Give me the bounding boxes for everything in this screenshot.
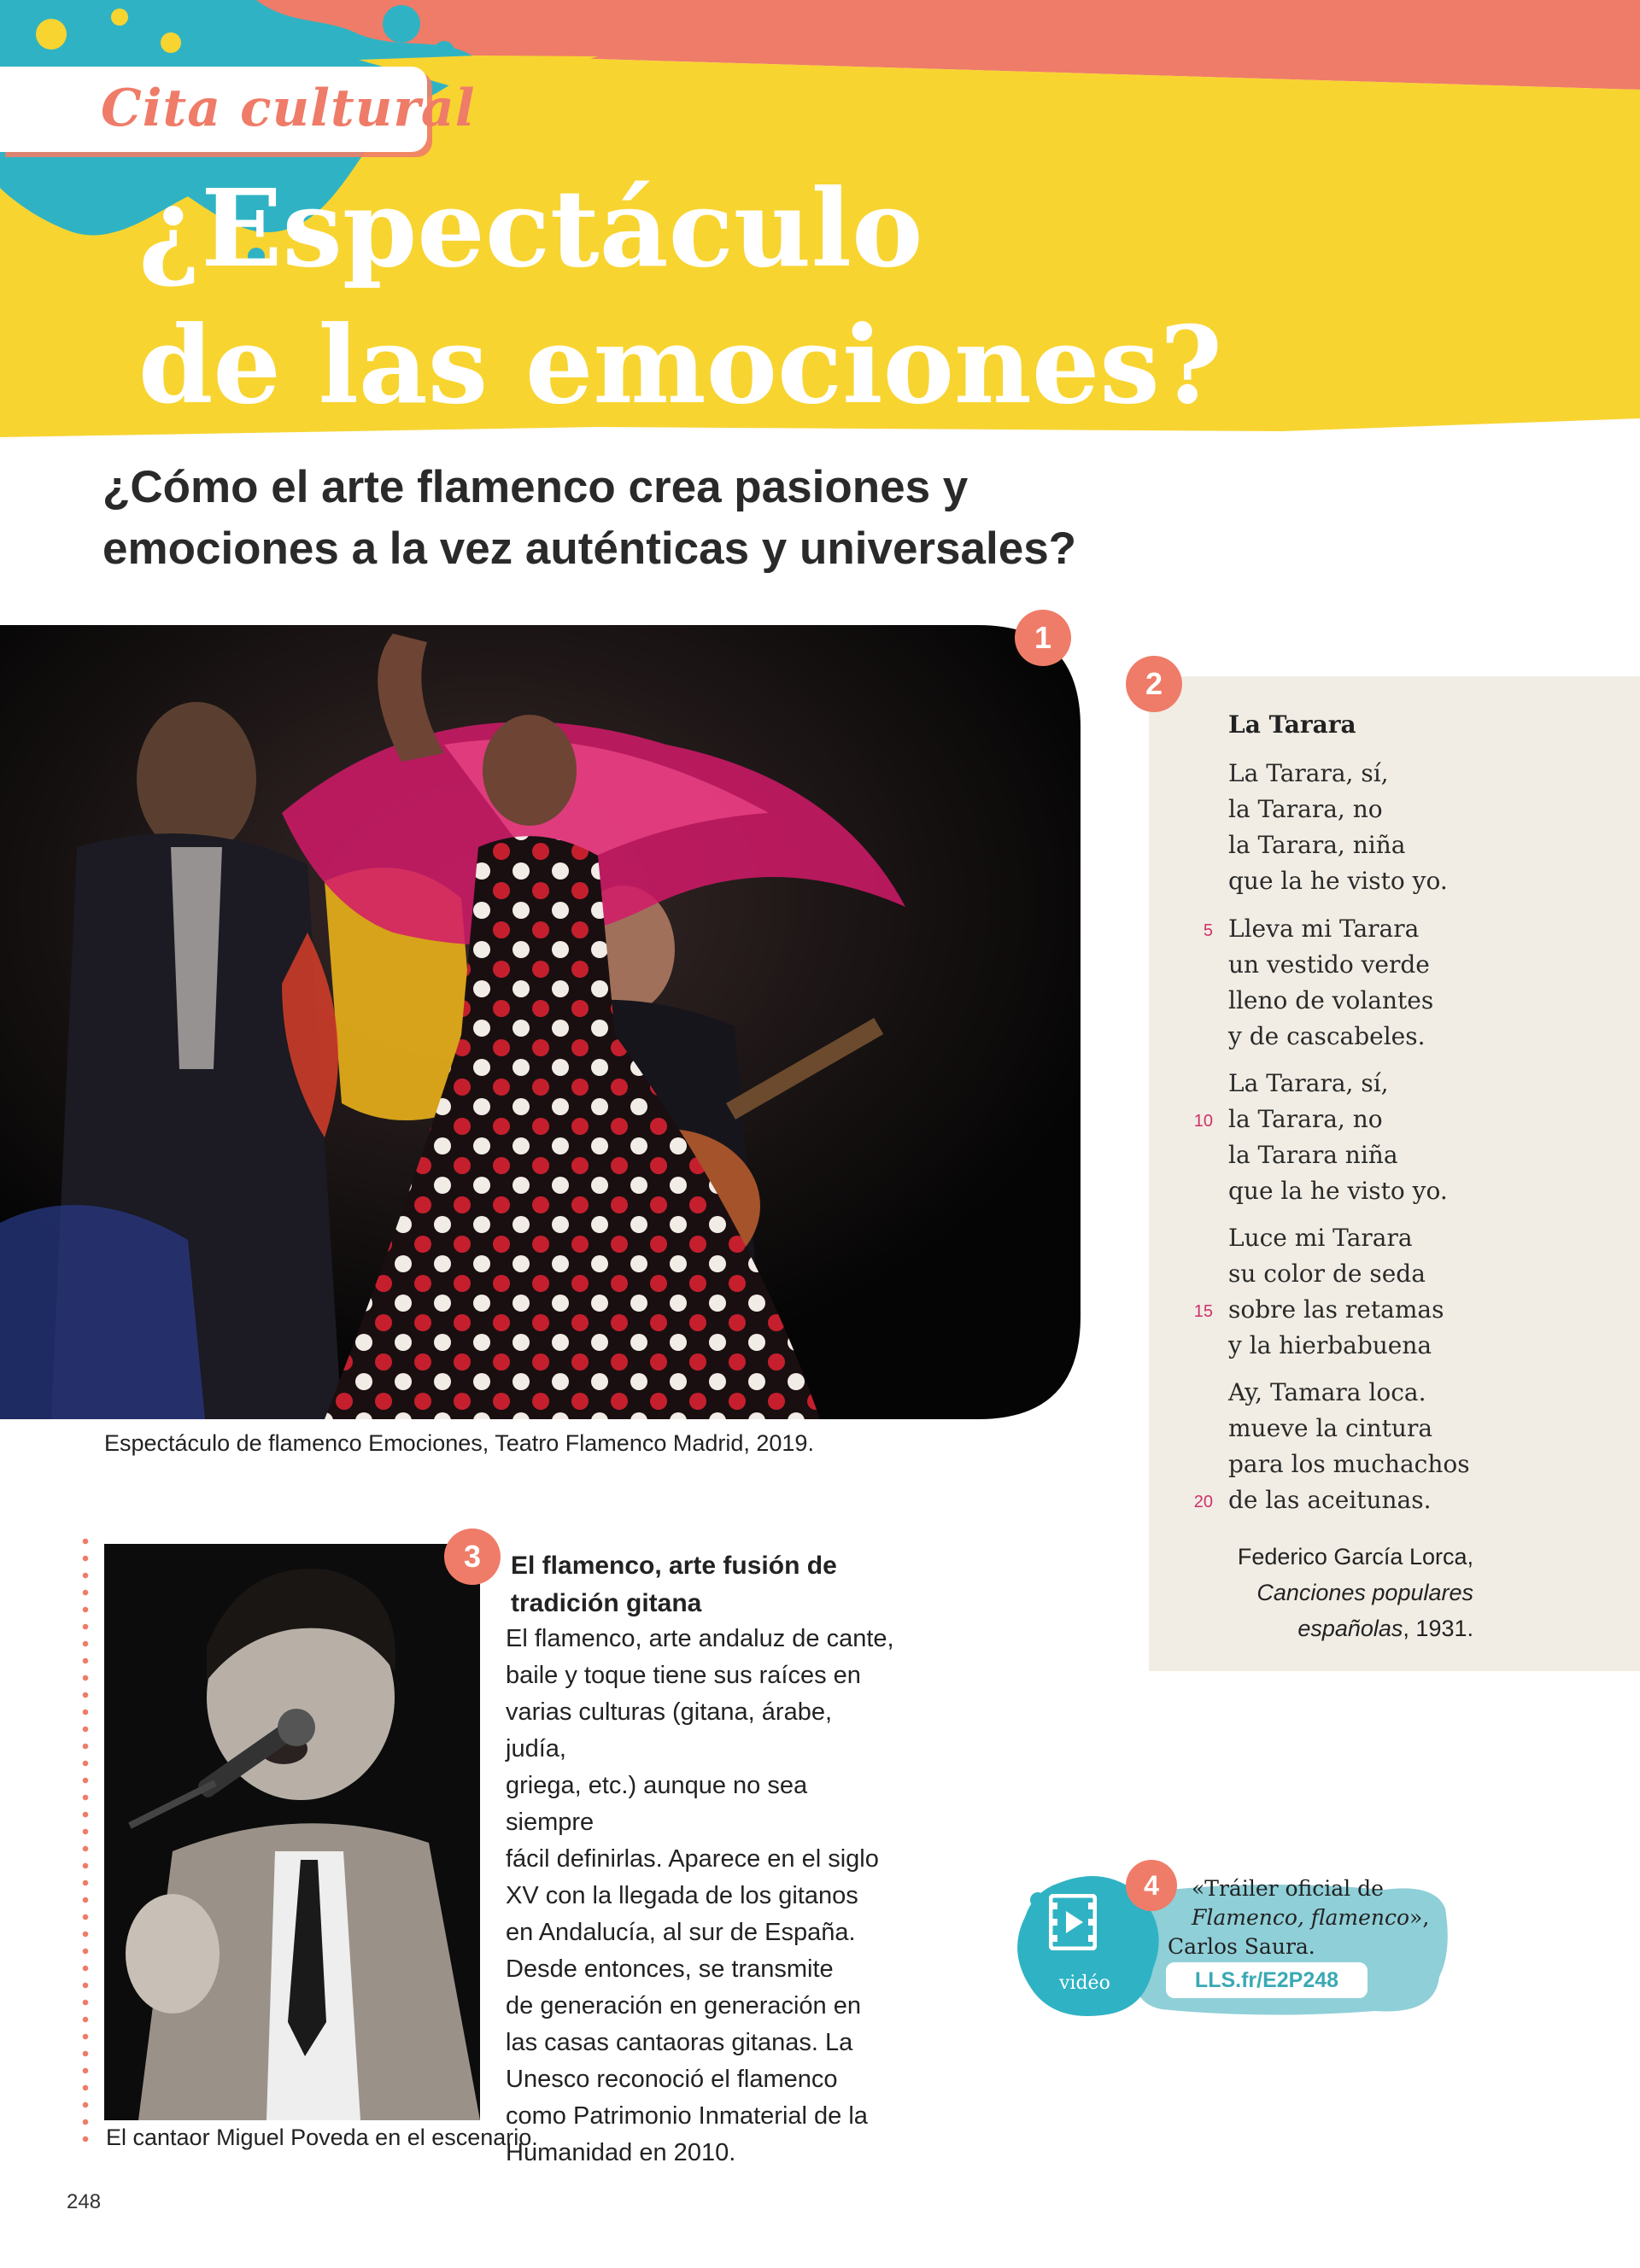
poem-work-end: españolas (1297, 1616, 1403, 1641)
article-title (511, 1547, 837, 1622)
poem-line: un vestido verde (1228, 950, 1430, 979)
poem-line: la Tarara, no (1228, 795, 1383, 823)
article-body (506, 1621, 899, 2172)
question-line-2: emociones a la vez auténticas y universales? (102, 523, 1077, 574)
article-title-line-2: tradición gitana (511, 1589, 702, 1617)
video-link[interactable]: LLS.fr/E2P248 (1166, 1962, 1368, 1998)
line-number: 5 (1203, 921, 1213, 940)
poem-line: La Tarara, sí, (1228, 1069, 1389, 1097)
page-number: 248 (67, 2190, 102, 2213)
poem-line: que la he visto yo. (1228, 867, 1448, 895)
poem-line: su color de seda (1228, 1260, 1426, 1288)
video-film-title: Flamenco, flamenco (1192, 1905, 1410, 1930)
article-line: Humanidad en 2010. (506, 2139, 736, 2166)
video-play-icon[interactable] (1049, 1894, 1097, 1950)
article-line: Desde entonces, se transmite (506, 1955, 834, 1983)
poem-line: sobre las retamas (1228, 1295, 1444, 1324)
poem-line: y la hierbabuena (1228, 1331, 1432, 1359)
poem-stanza (1228, 1066, 1448, 1209)
poem-year: , 1931. (1403, 1616, 1473, 1641)
question-line-1: ¿Cómo el arte flamenco crea pasiones y (102, 462, 969, 512)
video-line-1: «Tráiler oficial de (1192, 1876, 1384, 1901)
line-number: 20 (1193, 1493, 1213, 1511)
poem-line: la Tarara, no (1228, 1105, 1383, 1133)
doc-4-number: 4 (1126, 1860, 1177, 1911)
doc-3-number: 3 (444, 1529, 501, 1585)
article-line: XV con la llegada de los gitanos (506, 1882, 858, 1909)
poem-line: Luce mi Tarara (1228, 1224, 1413, 1252)
flamenco-dancer-photo (0, 625, 1081, 1419)
line-number: 10 (1193, 1112, 1213, 1131)
poem-title: La Tarara (1228, 710, 1356, 739)
title-line-2: de las emociones? (138, 303, 1222, 428)
poem-work: Canciones populares (1256, 1580, 1473, 1605)
poem-stanza (1228, 756, 1448, 899)
dotted-divider (82, 1533, 89, 2148)
page-title (138, 161, 1222, 434)
poem-work-year (1297, 1616, 1473, 1642)
poem-stanza (1228, 911, 1433, 1055)
poem-line: Ay, Tamara loca. (1228, 1378, 1426, 1406)
article-line: en Andalucía, al sur de España. (506, 1919, 856, 1946)
section-label: Cita cultural (101, 79, 476, 138)
article-line: griega, etc.) aunque no sea siempre (506, 1772, 808, 1836)
doc-2-number: 2 (1126, 656, 1182, 712)
poem-line: La Tarara, sí, (1228, 759, 1389, 787)
poem-stanza (1228, 1375, 1470, 1518)
title-line-1: ¿Espectáculo (138, 167, 923, 291)
poem-line: para los muchachos (1228, 1450, 1470, 1478)
video-line-2-end: », (1409, 1905, 1430, 1930)
article-line: fácil definirlas. Aparece en el siglo (506, 1845, 879, 1873)
line-number: 15 (1193, 1302, 1213, 1321)
poem-line: Lleva mi Tarara (1228, 915, 1420, 943)
article-line: las casas cantaoras gitanas. La (506, 2029, 853, 2056)
article-line: de generación en generación en (506, 1992, 861, 2020)
article-line: varias culturas (gitana, árabe, judía, (506, 1698, 833, 1762)
doc-1-number: 1 (1015, 610, 1071, 666)
article-line: El flamenco, arte andaluz de cante, (506, 1625, 894, 1652)
poem-line: la Tarara niña (1228, 1141, 1398, 1169)
photo-caption-3: El cantaor Miguel Poveda en el escenario. (106, 2125, 538, 2150)
poem-line: que la he visto yo. (1228, 1177, 1448, 1205)
guiding-question (102, 457, 1128, 580)
poem-line: mueve la cintura (1228, 1414, 1433, 1442)
video-description (1168, 1874, 1448, 1961)
article-line: como Patrimonio Inmaterial de la (506, 2102, 868, 2130)
article-line: Unesco reconoció el flamenco (506, 2066, 838, 2093)
poem-line: la Tarara, niña (1228, 831, 1406, 859)
poem-line: lleno de volantes (1228, 986, 1434, 1014)
poem-stanza (1228, 1220, 1444, 1364)
video-line-2 (1192, 1903, 1448, 1932)
poem-line: de las aceitunas. (1228, 1486, 1432, 1514)
video-line-3: Carlos Saura. (1168, 1934, 1315, 1959)
video-label: vidéo (1059, 1973, 1110, 1994)
photo-caption-1: Espectáculo de flamenco Emociones, Teatro Flamenco Madrid, 2019. (104, 1430, 814, 1456)
singer-photo (104, 1544, 480, 2120)
article-title-line-1: El flamenco, arte fusión de (511, 1552, 837, 1580)
poem-author: Federico García Lorca, (1237, 1544, 1473, 1569)
poem-line: y de cascabeles. (1228, 1022, 1426, 1050)
article-line: baile y toque tiene sus raíces en (506, 1662, 861, 1689)
